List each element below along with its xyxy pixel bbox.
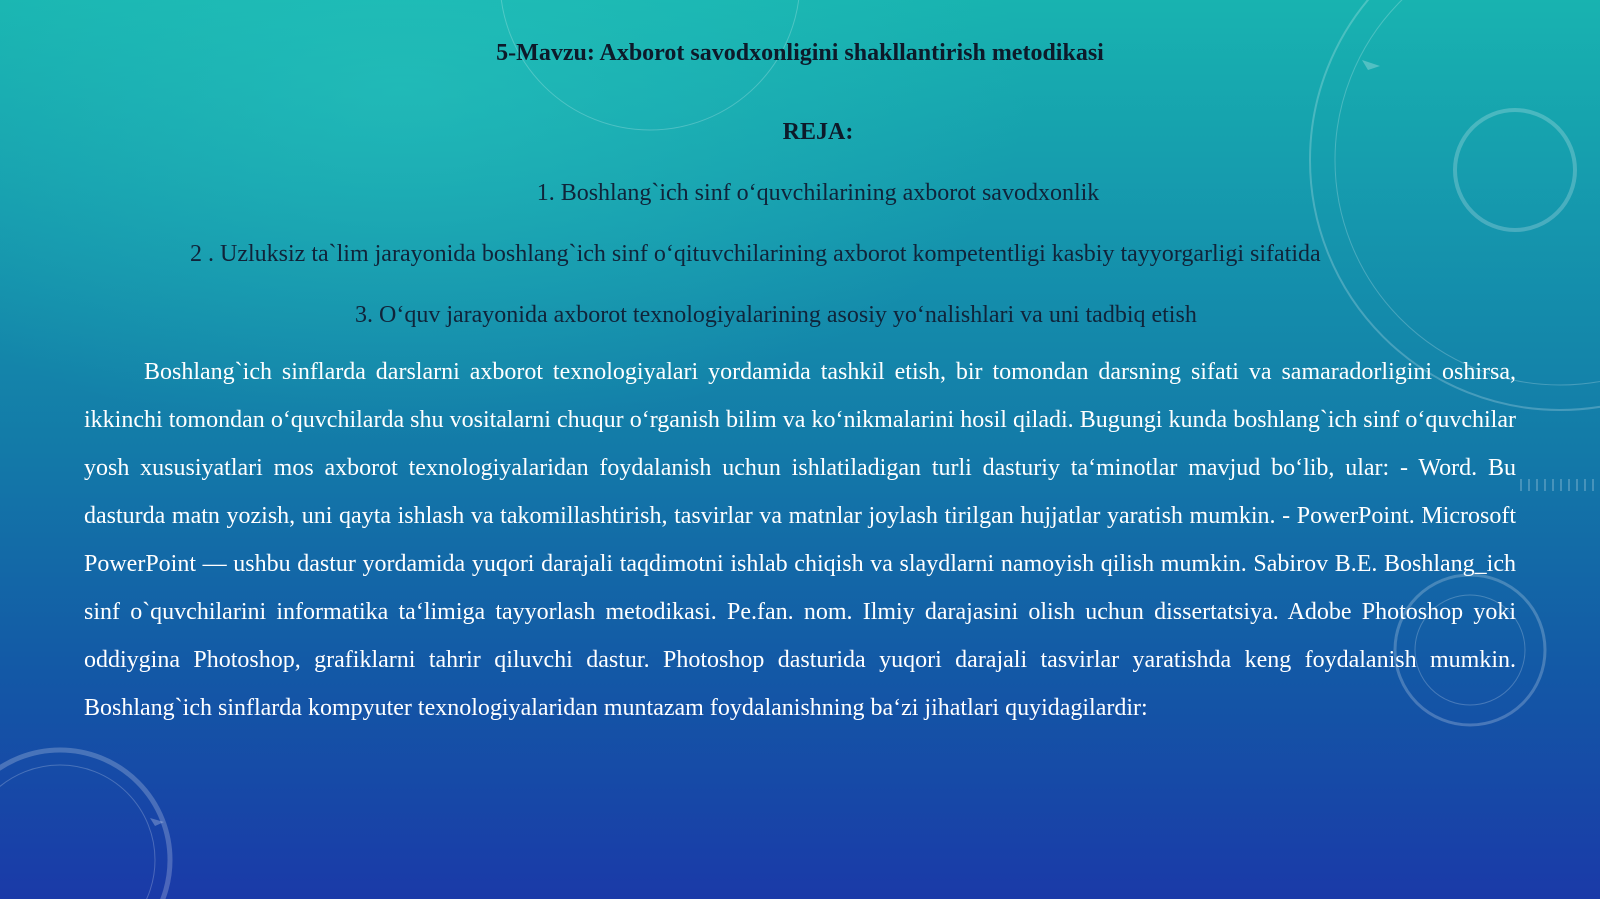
plan-item-1: 1. Boshlang`ich sinf o‘quvchilarining axborot savodxonlik bbox=[536, 180, 1100, 206]
plan-heading: REJA: bbox=[782, 119, 854, 145]
slide-title: 5-Mavzu: Axborot savodxonligini shakllantirish metodikasi bbox=[496, 40, 1104, 66]
plan-item-2: 2 . Uzluksiz ta`lim jarayonida boshlang`ich sinf o‘qituvchilarining axborot kompetentligi kasbiy tayyorgarligi sifatida bbox=[190, 241, 1321, 267]
body-paragraph: Boshlang`ich sinflarda darslarni axborot texnologiyalari yordamida tashkil etish, bir tomondan darsning sifati va samaradorligini oshirsa, ikkinchi tomondan o‘quvchilarda shu vositalarni chuqur o‘rganish bilim va ko‘nikmalarini hosil qiladi. Bugungi kunda boshlang`ich sinf o‘quvchilar yosh xususiyatlari mos axborot texnologiyalaridan foydalanish uchun ishlatiladigan turli dasturiy ta‘minotlar mavjud bo‘lib, ular: - Word. Bu dasturda matn yozish, uni qayta ishlash va takomillashtirish, tasvirlar va matnlar joylash tirilgan hujjatlar yaratish mumkin. - PowerPoint. Microsoft PowerPoint — ushbu dastur yordamida yuqori darajali taqdimotni ishlab chiqish va slaydlarni namoyish qilish mumkin. Sabirov B.E. Boshlang_ich sinf o`quvchilarini informatika ta‘limiga tayyorlash metodikasi. Pe.fan. nom. Ilmiy darajasini olish uchun dissertatsiya. Adobe Photoshop yoki oddiygina Photoshop, grafiklarni tahrir qiluvchi dastur. Photoshop dasturida yuqori darajali tasvirlar yaratishda keng foydalanish mumkin. Boshlang`ich sinflarda kompyuter texnologiyalaridan muntazam foydalanishning ba‘zi jihatlari quyidagilardir: bbox=[84, 359, 1516, 721]
plan-item-3: 3. O‘quv jarayonida axborot texnologiyalarining asosiy yo‘nalishlari va uni tadbiq etish bbox=[355, 302, 1197, 328]
